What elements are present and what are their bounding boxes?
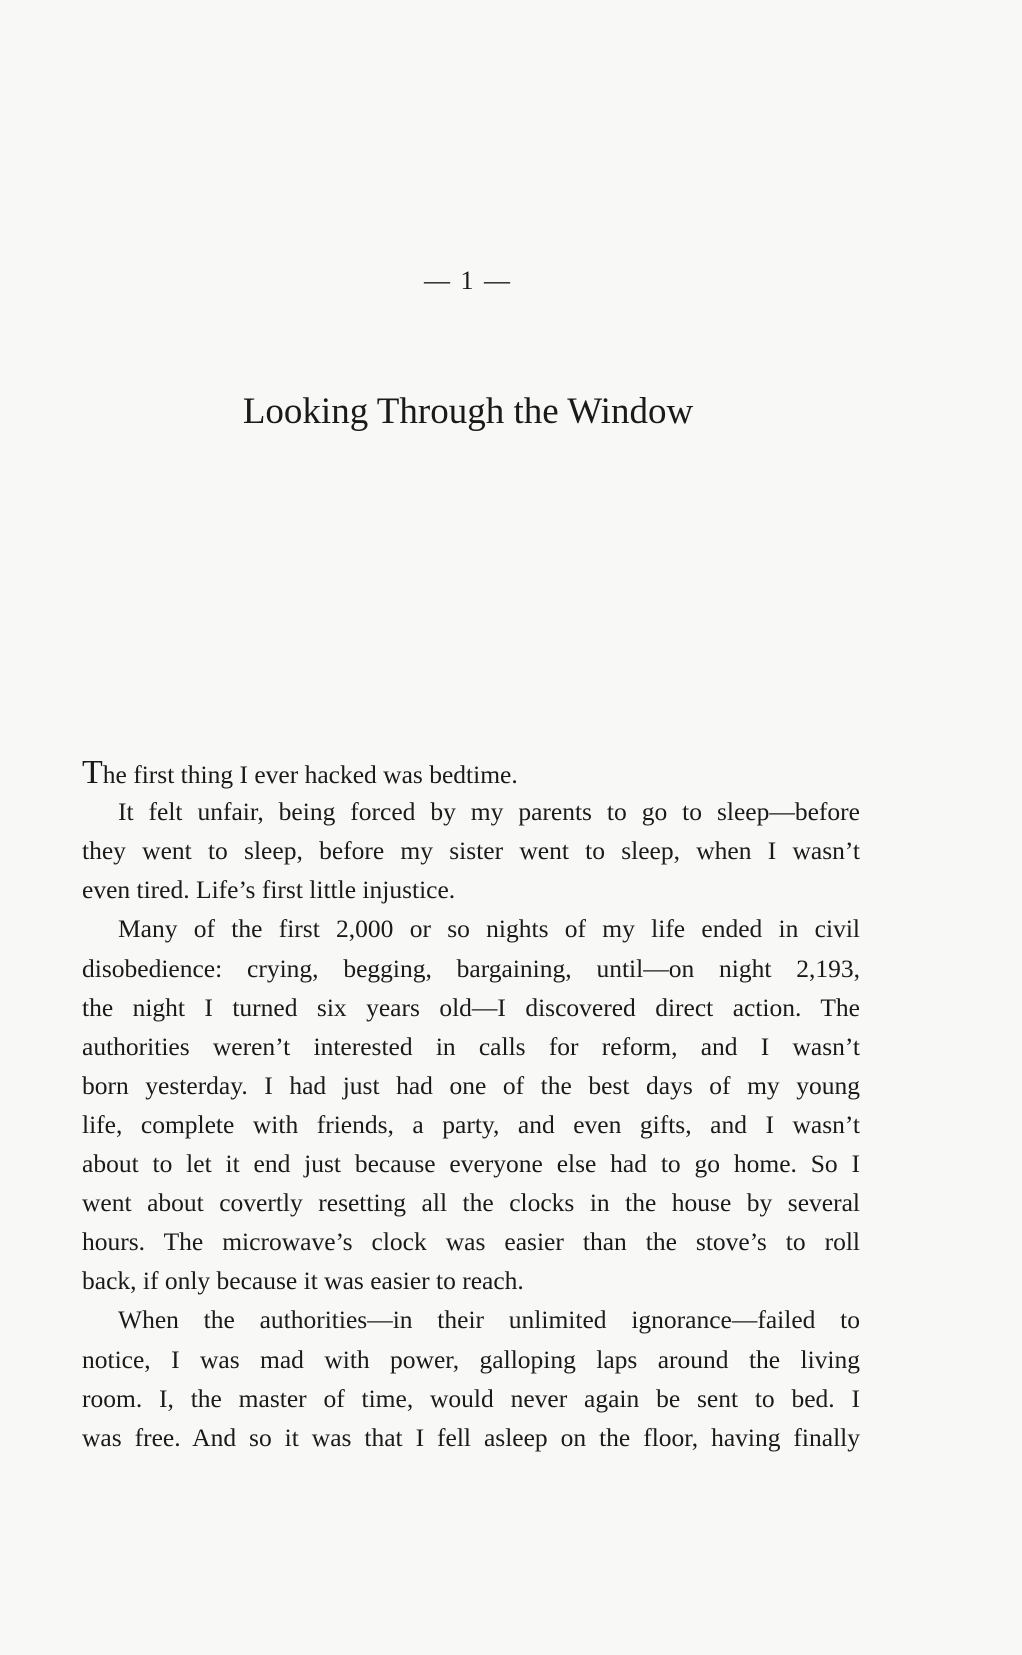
text-line-content: life, complete with friends, a party, and even gifts, and I wasn’t <box>82 1109 860 1139</box>
text-line <box>118 914 860 944</box>
text-line-content: went about covertly resetting all the clocks in the house by several <box>82 1188 860 1218</box>
text-line-content: was free. And so it was that I fell asleep on the floor, having finally <box>82 1422 860 1452</box>
text-line-content: the night I turned six years old—I discovered direct action. The <box>82 992 860 1022</box>
chapter-number: — 1 — <box>424 266 512 295</box>
text-line <box>82 1227 860 1257</box>
text-line <box>82 754 860 791</box>
text-line-content: disobedience: crying, begging, bargaining, until—on night 2,193, <box>82 953 860 983</box>
text-line-content: he first thing I ever hacked was bedtime. <box>102 760 518 789</box>
text-line <box>118 1305 860 1335</box>
text-line-content: about to let it end just because everyone else had to go home. So I <box>82 1149 860 1178</box>
text-line <box>82 1384 860 1414</box>
text-line-content: notice, I was mad with power, galloping laps around the living <box>82 1344 860 1374</box>
text-line-content: It felt unfair, being forced by my parents to go to sleep—before <box>118 797 860 827</box>
text-line <box>82 875 860 905</box>
text-line <box>82 1032 860 1062</box>
text-line-content: born yesterday. I had just had one of the best days of my young <box>82 1070 860 1100</box>
text-line <box>82 954 860 984</box>
text-line-content: they went to sleep, before my sister went to sleep, when I wasn’t <box>82 836 860 866</box>
text-line <box>82 1110 860 1140</box>
text-line-content: When the authorities—in their unlimited ignorance—failed to <box>118 1305 860 1335</box>
text-line <box>82 1149 860 1179</box>
text-line <box>82 1071 860 1101</box>
text-line <box>82 1266 860 1296</box>
text-line-content: authorities weren’t interested in calls for reform, and I wasn’t <box>82 1031 860 1061</box>
text-line <box>82 1423 860 1453</box>
chapter-title: Looking Through the Window <box>242 391 694 432</box>
text-line <box>82 1345 860 1375</box>
text-line-content: back, if only because it was easier to reach. <box>82 1266 524 1296</box>
initial-letter: T <box>82 754 103 791</box>
text-line <box>82 993 860 1023</box>
text-line <box>82 1188 860 1218</box>
text-line-content: even tired. Life’s first little injustice. <box>82 875 456 905</box>
text-line-content: hours. The microwave’s clock was easier than the stove’s to roll <box>82 1227 860 1257</box>
text-line <box>118 797 860 827</box>
text-line-content: Many of the first 2,000 or so nights of my life ended in civil <box>118 914 860 944</box>
text-line-content: room. I, the master of time, would never again be sent to bed. I <box>82 1383 860 1413</box>
text-line <box>82 836 860 866</box>
